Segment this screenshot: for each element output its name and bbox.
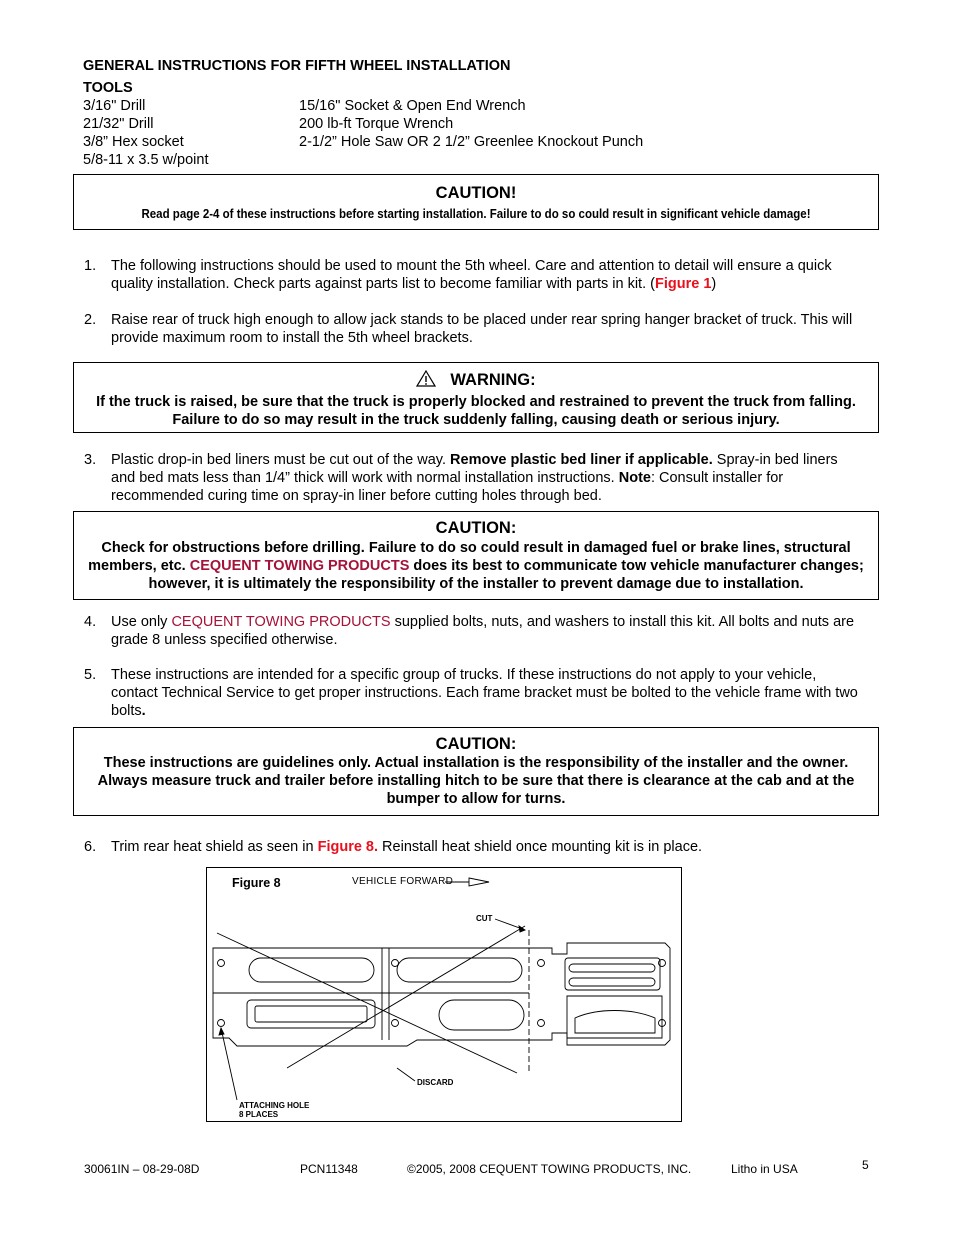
warning-heading: WARNING: <box>450 371 536 389</box>
step-text: Reinstall heat shield once mounting kit is in place. <box>378 839 703 855</box>
step-number: 6. <box>84 839 97 855</box>
warning-triangle-icon <box>416 370 436 392</box>
cut-label: CUT <box>476 914 493 923</box>
footer-litho: Litho in USA <box>731 1162 798 1176</box>
footer-copyright: ©2005, 2008 CEQUENT TOWING PRODUCTS, INC. <box>407 1162 692 1176</box>
heat-shield-drawing <box>207 868 681 1121</box>
tools-heading: TOOLS <box>83 80 133 96</box>
caution-heading: CAUTION: <box>435 519 517 537</box>
step-number: 3. <box>84 452 97 468</box>
discard-label: DISCARD <box>417 1078 454 1087</box>
tool-item: 3/16" Drill <box>83 98 146 114</box>
footer-doc-number: 30061IN – 08-29-08D <box>84 1162 200 1176</box>
step-number: 4. <box>84 614 97 630</box>
step-1 <box>84 257 864 293</box>
caution-heading: CAUTION: <box>435 735 517 753</box>
caution-text: Read page 2-4 of these instructions before starting installation. Failure to do so could result in significant vehicle damage! <box>141 207 811 221</box>
step-text: Plastic drop-in bed liners must be cut out of the way. <box>111 452 451 468</box>
step-text: Trim rear heat shield as seen in <box>111 839 318 855</box>
step-number: 2. <box>84 312 97 328</box>
step-text: Use only <box>111 614 172 630</box>
figure-1-link[interactable]: Figure 1 <box>654 276 712 292</box>
figure-label: Figure 8 <box>232 876 281 890</box>
figure-8 <box>206 867 682 1122</box>
step-text: Raise rear of truck high enough to allow jack stands to be placed under rear spring hanger bracket of truck. This will provide maximum room to install the 5th wheel brackets. <box>111 312 853 346</box>
step-bold-text: Remove plastic bed liner if applicable. <box>450 452 713 468</box>
footer-pcn: PCN11348 <box>300 1162 358 1176</box>
caution-text: These instructions are guidelines only. Actual installation is the responsibility of the installer and the owner. Always measure truck and trailer before installing hitch to be sure that there is clearance at the cab and at the bumper to allow for turns. <box>97 755 855 807</box>
tool-item: 5/8-11 x 3.5 w/point <box>83 152 209 168</box>
caution-box <box>73 727 879 816</box>
step-2 <box>84 311 864 347</box>
step-text: supplied bolts, nuts, and washers to install this kit. All bolts and nuts are grade 8 unless specified otherwise. <box>111 614 855 648</box>
tool-item: 3/8” Hex socket <box>83 134 184 150</box>
step-number: 1. <box>84 258 97 274</box>
tool-item: 15/16" Socket & Open End Wrench <box>299 98 526 114</box>
caution-box <box>73 174 879 230</box>
step-text: ) <box>711 276 717 292</box>
step-text: : Consult installer for recommended curing time on spray-in liner before cutting holes through bed. <box>111 470 784 504</box>
step-5: 5. These instructions are intended for a specific group of trucks. If these instructions do not apply to your vehicle, contact Technical Service to get proper instructions. Each frame bracket must be bolted to the vehicle frame with two bolts. <box>84 667 858 719</box>
caution-box <box>73 511 879 600</box>
warning-text: If the truck is raised, be sure that the truck is properly blocked and restrained to prevent the truck from falling. Failure to do so may result in the truck suddenly falling, causing death or serious injury. <box>96 394 856 428</box>
tool-item: 2-1/2” Hole Saw OR 2 1/2” Greenlee Knockout Punch <box>299 134 644 150</box>
step-note-label: Note <box>618 470 651 486</box>
tool-item: 200 lb-ft Torque Wrench <box>299 116 454 132</box>
step-text: Spray-in bed liners and bed mats less than 1/4” thick will work with normal installation instructions. <box>111 452 838 486</box>
caution-heading: CAUTION! <box>435 184 517 202</box>
page-number: 5 <box>862 1158 869 1172</box>
figure-8-link[interactable]: Figure 8. <box>317 839 379 855</box>
attaching-hole-label: ATTACHING HOLE 8 PLACES <box>239 1101 310 1119</box>
warning-heading-row <box>74 370 878 392</box>
brand-name: CEQUENT TOWING PRODUCTS <box>171 614 391 630</box>
step-4 <box>84 613 864 649</box>
page-title: GENERAL INSTRUCTIONS FOR FIFTH WHEEL INSTALLATION <box>83 58 511 74</box>
warning-box <box>73 362 879 433</box>
vehicle-forward-label: VEHICLE FORWARD <box>352 876 454 887</box>
step-text: The following instructions should be used to mount the 5th wheel. Care and attention to detail will ensure a quick quality installation. Check parts against parts list to become familiar with parts in kit. ( <box>111 258 832 292</box>
caution-text: Check for obstructions before drilling. Failure to do so could result in damaged fuel or brake lines, structural members, etc. CEQUENT TOWING PRODUCTS does its best to communicate tow vehicle manufacturer changes; however, it is ultimately the responsibility of the installer to prevent damage due to installation. <box>88 540 864 592</box>
step-number: 5. <box>84 667 97 683</box>
step-text: These instructions are intended for a specific group of trucks. If these instructions do not apply to your vehicle, contact Technical Service to get proper instructions. Each frame bracket must be bolted to the vehicle frame with two bolts <box>111 667 858 719</box>
step-3 <box>84 451 864 505</box>
brand-name: CEQUENT TOWING PRODUCTS <box>189 558 410 574</box>
step-6 <box>84 838 864 856</box>
tool-item: 21/32" Drill <box>83 116 154 132</box>
